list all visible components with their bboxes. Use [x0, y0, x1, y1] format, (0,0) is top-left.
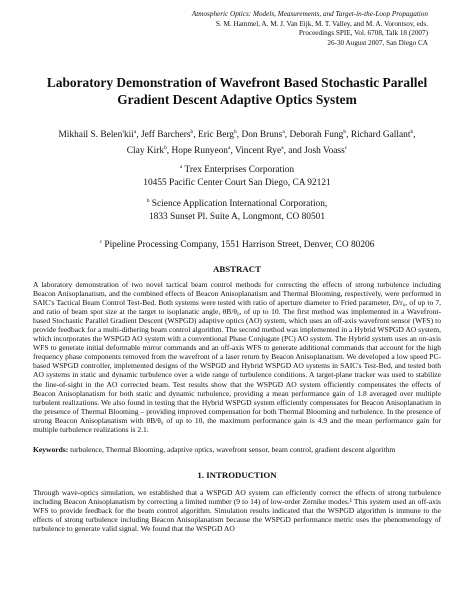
- header-date-location: 26-30 August 2007, San Diego CA: [327, 38, 428, 47]
- abstract-heading: ABSTRACT: [213, 264, 261, 274]
- author-line-1: Mikhail S. Belen'kii$^a$, Jeff Barchers$^b$, Eric Berg$^b$, Don Bruns$^a$, Deborah Fung$^b$, Richard Gallant$^b$,: [58, 129, 416, 141]
- affiliation-c: $^c$ Pipeline Processing Company, 1551 Harrison Street, Denver, CO 80206: [99, 239, 375, 251]
- paper-title-line-2: Gradient Descent Adaptive Optics System: [117, 92, 357, 107]
- author-list: [30, 126, 444, 157]
- header-editors: S. M. Hammel, A. M. J. Van Eijk, M. T. Valley, and M. A. Vorontsov, eds.: [215, 19, 428, 28]
- affiliation-b: $^b$ Science Application International Corporation, 1833 Sunset Pl. Suite A, Longmont, CO 80501: [146, 198, 328, 222]
- affiliation-a: $^a$ Trex Enterprises Corporation 10455 Pacific Center Court San Diego, CA 92121: [143, 164, 331, 188]
- header-proceedings: Proceedings SPIE, Vol. 6708, Talk 18 (2007): [298, 29, 428, 38]
- header-conference-title: Atmospheric Optics: Models, Measurements, and Target-in-the-Loop Propagation: [191, 10, 428, 18]
- author-line-2: Clay Kirk$^b$, Hope Runyeon$^a$, Vincent Rye$^a$, and Josh Voass$^c$: [126, 144, 348, 156]
- paper-title-line-1: Laboratory Demonstration of Wavefront Based Stochastic Parallel: [46, 75, 428, 90]
- paper-title: [30, 74, 444, 108]
- abstract-text: A laboratory demonstration of two novel tactical beam control methods for correcting the effects of strong turbulence including Beacon Anisoplanatism, and the combined effects of Beacon Anisoplanatism and Thermal Blooming, respectively, were performed in SAIC's Tactical Beam Control Test-Bed. Both systems were tested with ratio of aperture diameter to Fried parameter, D/r₀, of up to 7, and ratio of beam spot size at the target to isoplanatic angle, θB/θ₀, of up to 10. The first method was implemented in a Wavefront-based Stochastic Parallel Gradient Descent (WSPGD) adaptive optics (AO) system, which uses an off-axis wavefront sensor (WFS) to provide feedback for a multi-dithering beam control algorithm. The second method was implemented in a Hybrid WSPGD AO system, which incorporates the WSPGD AO system with a conventional Phase Conjugate (PC) AO system. The Hybrid system uses an on-axis WFS to generate initial deformable mirror commands and an off-axis WFS to generate additional commands that account for the high frequency phase components removed from the wavefront of a laser return by Beacon Anisoplanatism. We developed a low speed PC-based WSPGD controller, implemented designs of the WSPGD and Hybrid WSPGD AO systems in SAIC's Test-Bed, and tested both AO systems in static and dynamic turbulence over a wide range of turbulence conditions. A target-plane tracker was used to stabilize the line-of-sight in the AO corrected beam. Test results show that the WSPGD AO system efficiently compensates the effects of Beacon Anisoplanatism for both static and dynamic turbulence, providing a mean performance gain of 1.8 averaged over multiple turbulent realizations. We also found in testing that the Hybrid WSPGD system efficiently compensates for Beacon Anisoplanatism in the presence of Thermal Blooming – providing improved compensation for both Thermal Blooming and turbulence. In the presence of strong Beacon Anisoplanatism with θB/θ₀ of up to 10, the maximum performance gain is 4.9 and the mean performance gain for multiple turbulence realizations is 2.1.: [33, 280, 441, 434]
- keywords-line: Keywords: turbulence, Thermal Blooming, adaptive optics, wavefront sensor, beam control, gradient descent algorithm: [33, 445, 396, 454]
- introduction-text: Through wave-optics simulation, we established that a WSPGD AO system can efficiently correct the effects of strong turbulence including Beacon Anisoplanatism by correcting a limited number (9 to 14) of low-order Zernike modes.¹ This system used an off-axis WFS to provide feedback for the beam control algorithm. Simulation results indicated that the WSPGD algorithm is immune to the effects of strong turbulence including Beacon Anisoplanatism because the WSPGD performance metric uses the phenomenology of turbulence to generate valid signal. We found that the WSPGD AO: [33, 488, 441, 534]
- introduction-heading: 1. INTRODUCTION: [197, 470, 277, 480]
- proceedings-header: [128, 10, 428, 48]
